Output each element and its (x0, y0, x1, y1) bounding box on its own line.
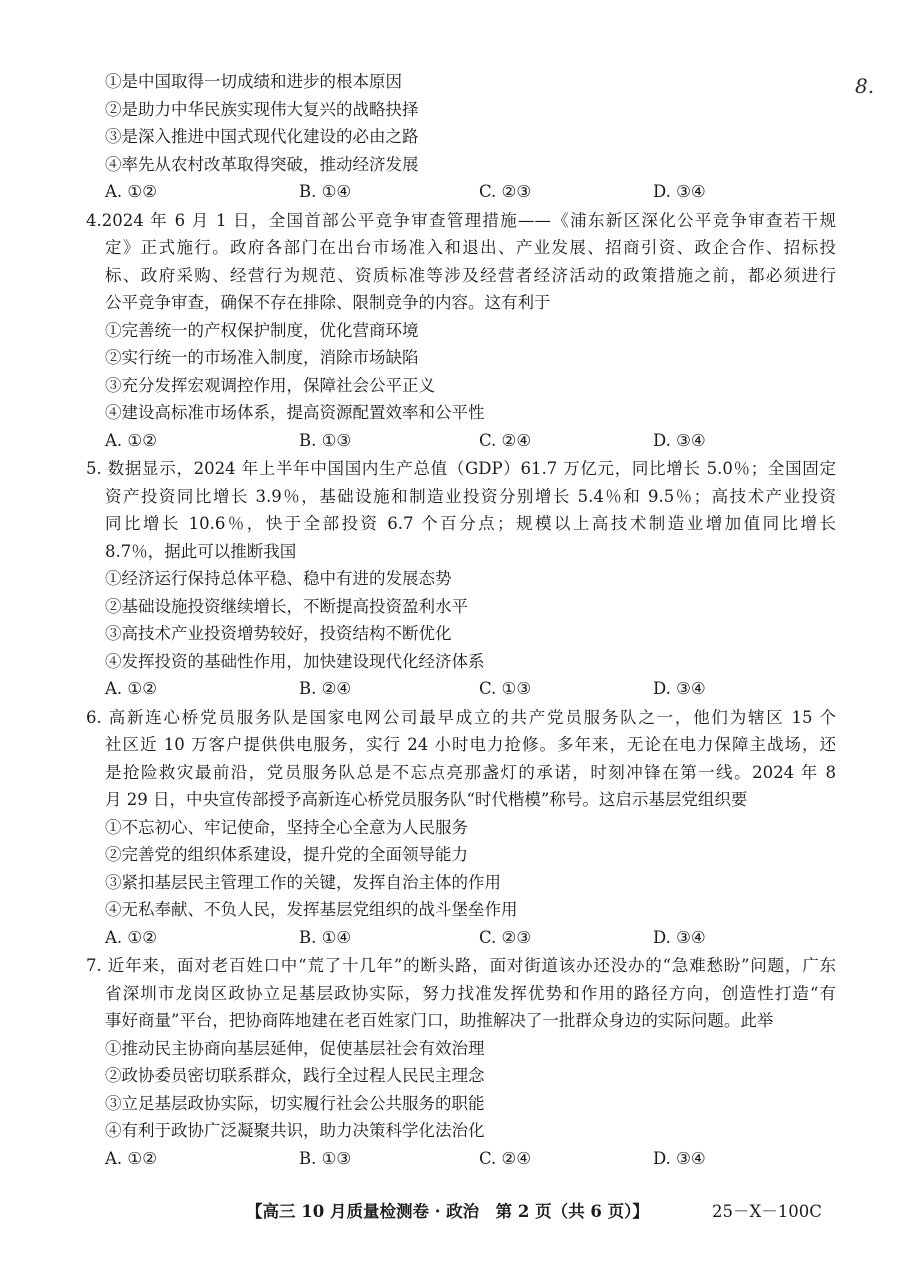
footer-title: 【高三 10 月质量检测卷 · 政治 第 2 页（共 6 页）】 (246, 1202, 649, 1221)
option-line: ②政协委员密切联系群众，践行全过程人民民主理念 (105, 1066, 485, 1085)
answer-choices (86, 1145, 836, 1173)
question-stem-line: 标、政府采购、经营行为规范、资质标准等涉及经营者经济活动的政策措施之前，都必须进行 (105, 265, 836, 285)
answer-choices (86, 924, 836, 952)
question-6 (86, 704, 836, 952)
answer-a: A. ①② (105, 927, 157, 947)
question-stem-line: 省深圳市龙岗区政协立足基层政协实际，努力找准发挥优势和作用的路径方向，创造性打造“有 (105, 983, 836, 1003)
question-stem-line: 6. 高新连心桥党员服务队是国家电网公司最早成立的共产党员服务队之一，他们为辖区 15 个 (86, 707, 836, 727)
option-line: ①推动民主协商向基层延伸，促使基层社会有效治理 (105, 1038, 485, 1058)
answer-b: B. ①③ (299, 430, 352, 450)
question-3-tail (86, 68, 836, 206)
option-line: ④率先从农村改革取得突破，推动经济发展 (105, 154, 419, 174)
answer-b: B. ①④ (299, 182, 352, 201)
option-line: ①完善统一的产权保护制度，优化营商环境 (105, 320, 419, 340)
question-7 (86, 952, 836, 1172)
option-line: ②基础设施投资继续增长，不断提高投资盈利水平 (105, 596, 468, 616)
option-line: ③高技术产业投资增势较好，投资结构不断优化 (105, 624, 452, 643)
question-stem-line: 同比增长 10.6％，快于全部投资 6.7 个百分点；规模以上高技术制造业增加值同比增长 (105, 514, 836, 533)
answer-b: B. ②④ (299, 679, 352, 698)
option-line: ④有利于政协广泛凝聚共识，助力决策科学化法治化 (105, 1121, 485, 1140)
answer-b: B. ①③ (299, 1148, 352, 1168)
answer-c: C. ②③ (479, 927, 532, 947)
question-stem-line: 资产投资同比增长 3.9％，基础设施和制造业投资分别增长 5.4％和 9.5％；高技术产业投资 (105, 486, 836, 506)
option-line: ①是中国取得一切成绩和进步的根本原因 (105, 72, 402, 91)
answer-c: C. ②③ (479, 182, 532, 201)
question-4 (86, 207, 836, 455)
question-stem-line: 事好商量”平台，把协商阵地建在老百姓家门口，助推解决了一批群众身边的实际问题。此举 (105, 1011, 774, 1030)
answer-d: D. ③④ (653, 679, 706, 698)
option-line: ③紧扣基层民主管理工作的关键，发挥自治主体的作用 (105, 872, 501, 892)
answer-a: A. ①② (105, 430, 157, 450)
answer-a: A. ①② (105, 679, 157, 698)
answer-a: A. ①② (105, 182, 157, 201)
handwritten-page-mark: 8. (855, 74, 875, 98)
option-line: ②完善党的组织体系建设，提升党的全面领导能力 (105, 845, 468, 864)
question-content (86, 68, 836, 1173)
page-footer (0, 1198, 900, 1226)
answer-d: D. ③④ (653, 182, 706, 201)
question-stem-line: 8.7％，据此可以推断我国 (105, 541, 297, 561)
question-stem-line: 是抢险救灾最前沿，党员服务队总是不忘点亮那盏灯的承诺，时刻冲锋在第一线。2024 年 8 (105, 762, 836, 782)
option-line: ①不忘初心、牢记使命，坚持全心全意为人民服务 (105, 817, 468, 837)
footer-code: 25－X－100C (712, 1202, 822, 1221)
question-stem-line: 公平竞争审查，确保不存在排除、限制竞争的内容。这有利于 (105, 293, 551, 312)
answer-c: C. ②④ (479, 430, 532, 450)
question-stem-line: 5. 数据显示，2024 年上半年中国国内生产总值（GDP）61.7 万亿元，同比增长 5.0％；全国固定 (86, 459, 836, 478)
question-stem-line: 社区近 10 万客户提供供电服务，实行 24 小时电力抢修。多年来，无论在电力保障主战场，还 (105, 735, 836, 754)
answer-d: D. ③④ (653, 430, 706, 450)
option-line: ①经济运行保持总体平稳、稳中有进的发展态势 (105, 569, 452, 588)
answer-c: C. ②④ (479, 1148, 532, 1168)
option-line: ③充分发挥宏观调控作用，保障社会公平正义 (105, 375, 435, 395)
answer-choices (86, 427, 836, 455)
question-stem-line: 4.2024 年 6 月 1 日，全国首部公平竞争审查管理措施——《浦东新区深化公平竞争审查若干规 (86, 210, 836, 230)
answer-choices (86, 178, 836, 206)
answer-c: C. ①③ (479, 679, 532, 698)
option-line: ②实行统一的市场准入制度，消除市场缺陷 (105, 348, 419, 367)
question-stem-line: 7. 近年来，面对老百姓口中“荒了十几年”的断头路，面对街道该办还没办的“急难愁盼”问题，广东 (86, 956, 836, 975)
answer-a: A. ①② (105, 1148, 157, 1168)
option-line: ③是深入推进中国式现代化建设的必由之路 (105, 127, 419, 146)
answer-choices (86, 675, 836, 703)
answer-d: D. ③④ (653, 1148, 706, 1168)
option-line: ④无私奉献、不负人民，发挥基层党组织的战斗堡垒作用 (105, 900, 518, 919)
question-stem-line: 月 29 日，中央宣传部授予高新连心桥党员服务队“时代楷模”称号。这启示基层党组织要 (105, 790, 748, 809)
option-line: ②是助力中华民族实现伟大复兴的战略抉择 (105, 99, 419, 119)
answer-d: D. ③④ (653, 927, 706, 947)
question-5 (86, 455, 836, 703)
option-line: ④发挥投资的基础性作用，加快建设现代化经济体系 (105, 651, 485, 671)
question-stem-line: 定》正式施行。政府各部门在出台市场准入和退出、产业发展、招商引资、政企合作、招标投 (105, 238, 836, 257)
option-line: ③立足基层政协实际，切实履行社会公共服务的职能 (105, 1093, 485, 1113)
option-line: ④建设高标准市场体系，提高资源配置效率和公平性 (105, 403, 485, 422)
answer-b: B. ①④ (299, 927, 352, 947)
